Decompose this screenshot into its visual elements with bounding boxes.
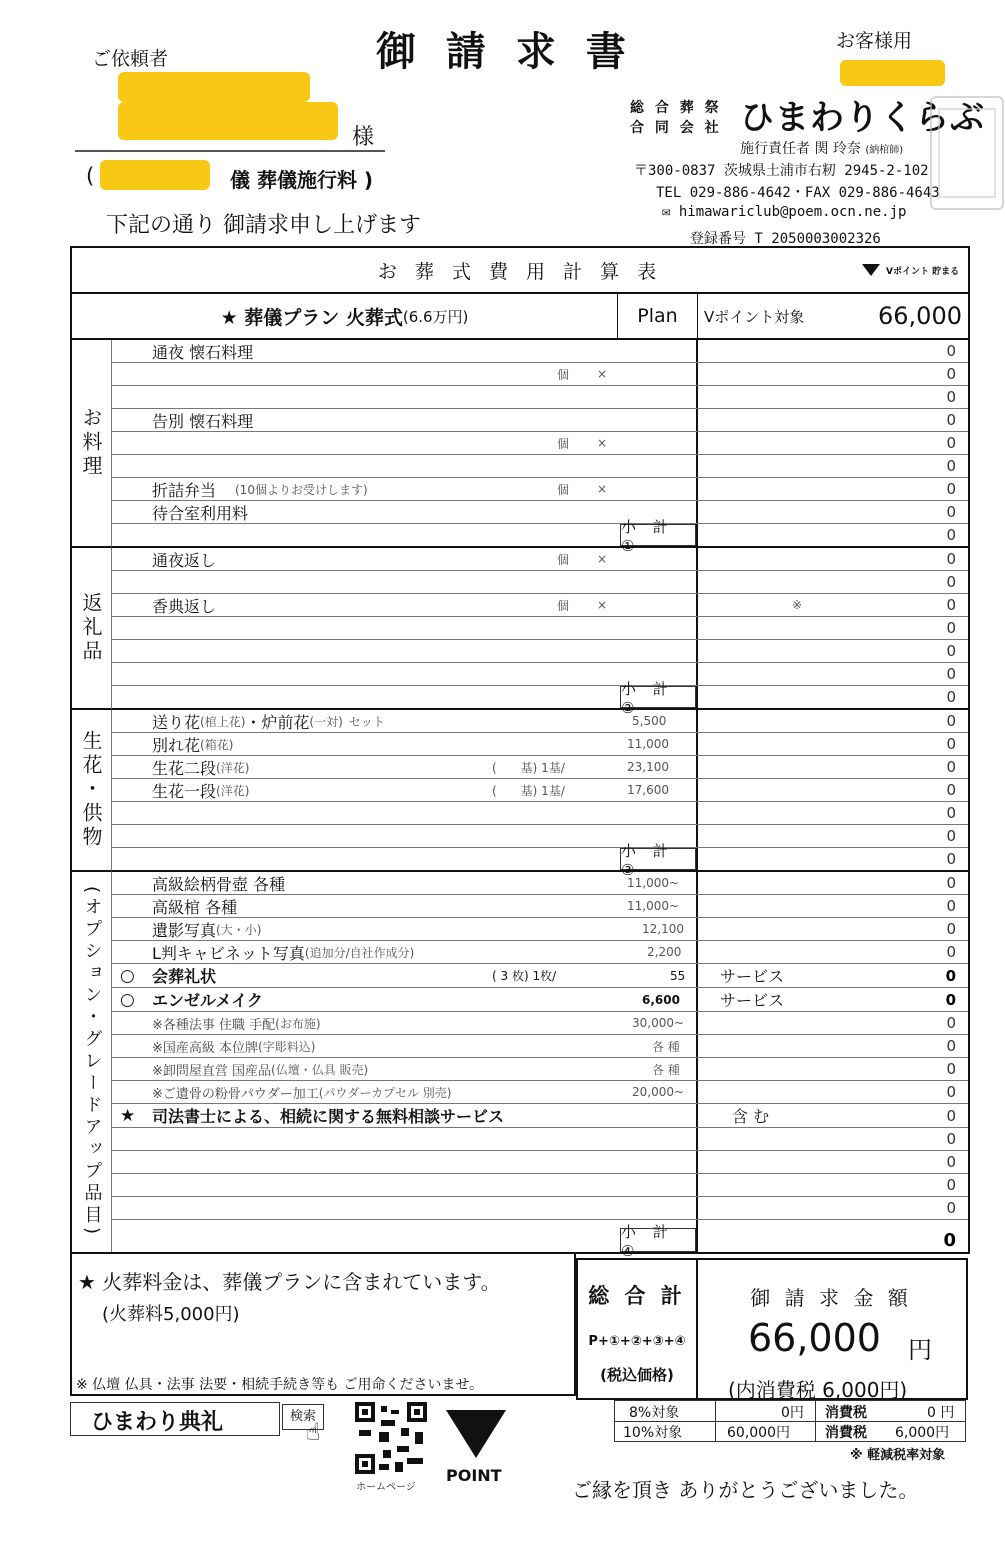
subtotal-row — [112, 517, 968, 555]
point-logo-text: POINT — [446, 1466, 502, 1485]
unit-label: 個 — [557, 482, 570, 497]
subtotal-3-amount: 0 — [946, 850, 956, 868]
item-label — [152, 756, 249, 778]
item-label: 待合室利用料 — [152, 503, 249, 523]
item-note: (箱花) — [200, 737, 234, 752]
table-row — [112, 340, 968, 363]
item-label: 折詰弁当 — [152, 480, 217, 500]
total-label: 総 合 計 — [588, 1284, 686, 1308]
item-amount: 0 — [946, 411, 956, 429]
item-price: 11,000~ — [627, 899, 680, 913]
item-label — [152, 1058, 368, 1080]
section-flower: 生花・供物 — [72, 710, 112, 872]
item-quantity: ( 3 枚) 1枚/ — [492, 969, 557, 983]
table-row — [112, 779, 968, 802]
item-price: 5,500 — [632, 714, 667, 728]
redacted-name-2 — [118, 102, 338, 140]
table-row — [112, 501, 968, 524]
item-price: 11,000 — [627, 737, 669, 751]
item-amount: 0 — [945, 966, 956, 985]
item-quantity: ( 基) 1基/ — [492, 783, 565, 798]
table-row — [112, 663, 968, 686]
table-title: お 葬 式 費 用 計 算 表 — [377, 260, 663, 283]
times-mark: × — [597, 598, 608, 612]
item-label: 高級棺 各種 — [152, 897, 238, 917]
table-row — [112, 1012, 968, 1035]
table-row — [112, 1104, 968, 1128]
item-label — [152, 710, 385, 732]
item-price: 各 種 — [652, 1062, 680, 1077]
table-row — [112, 386, 968, 409]
item-amount: 0 — [946, 897, 956, 915]
tax-row-10 — [615, 1421, 965, 1441]
responsible-person — [740, 138, 903, 158]
item-amount: 0 — [946, 943, 956, 961]
item-amount: 0 — [946, 781, 956, 799]
table-row — [112, 363, 968, 386]
item-label-main: 送り花 — [152, 712, 201, 732]
cremation-fee-note: (火葬料5,000円) — [102, 1304, 240, 1325]
item-note: (大・小) — [216, 922, 262, 937]
item-label-main: ※各種法事 住職 手配 — [152, 1017, 276, 1033]
table-row — [112, 756, 968, 779]
item-amount: 0 — [946, 1153, 956, 1171]
table-row — [112, 1058, 968, 1081]
item-amount: 0 — [946, 712, 956, 730]
name-underline — [75, 150, 385, 152]
tax-included-label: (税込価格) — [600, 1366, 674, 1384]
item-amount: 0 — [946, 874, 956, 892]
item-amount: 0 — [946, 1014, 956, 1032]
tax-8-value: 0円 — [781, 1405, 804, 1421]
service-label: サービス — [720, 991, 785, 1010]
note-mark: ※ — [792, 598, 803, 612]
table-row — [112, 617, 968, 640]
table-row — [112, 548, 968, 571]
item-price: 2,200 — [647, 945, 682, 959]
item-label-main: 遺影写真 — [152, 920, 217, 940]
service-note: ※ 仏壇 仏具・法事 法要・相続手続き等も ご用命くださいませ。 — [76, 1377, 484, 1393]
item-price: 各 種 — [652, 1039, 680, 1054]
item-price: 17,600 — [627, 783, 669, 797]
item-note: (10個よりお受けします) — [235, 482, 368, 497]
redacted-name — [118, 72, 310, 102]
item-amount: 0 — [946, 596, 956, 614]
table-row — [112, 802, 968, 825]
plan-row — [72, 294, 968, 340]
item-label — [152, 1081, 451, 1103]
plan-label: ★ 葬儀プラン 火葬式 — [220, 306, 403, 329]
item-label-main: 別れ花 — [152, 735, 201, 755]
tax-8-label: 8%対象 — [629, 1405, 680, 1421]
subtotal-4-label: 小 計 ④ — [620, 1228, 696, 1252]
search-query: ひまわり典礼 — [91, 1410, 224, 1435]
circle-mark: ○ — [120, 965, 135, 986]
reduced-tax-note: ※ 軽減税率対象 — [850, 1448, 946, 1463]
subtotal-1-amount: 0 — [946, 526, 956, 544]
star-mark: ★ — [120, 1105, 136, 1126]
intro-text: 下記の通り 御請求申し上げます — [106, 213, 421, 238]
table-row — [112, 895, 968, 918]
service-label: サービス — [720, 967, 785, 986]
tax-8-tax-label: 消費税 — [825, 1405, 867, 1421]
table-row — [112, 1081, 968, 1104]
tax-10-tax-label: 消費税 — [825, 1425, 867, 1441]
section-gift: 返礼品 — [72, 548, 112, 710]
item-amount: 0 — [946, 642, 956, 660]
plan-amount: 66,000 — [878, 302, 962, 330]
item-amount: 0 — [946, 758, 956, 776]
homepage-label: ホームページ — [356, 1482, 416, 1493]
table-row — [112, 1151, 968, 1174]
tax-table — [614, 1400, 966, 1442]
item-amount: 0 — [946, 619, 956, 637]
item-label-main: 生花二段 — [152, 758, 217, 778]
subtotal-3-label: 小 計 ③ — [620, 848, 696, 870]
item-label: 香典返し — [152, 596, 217, 616]
item-amount: 0 — [946, 827, 956, 845]
tax-10-tax-value: 6,000円 — [895, 1425, 950, 1441]
item-price: 6,600 — [642, 992, 680, 1007]
item-label: 通夜返し — [152, 550, 217, 570]
item-note: (洋花) — [216, 783, 250, 798]
table-row — [112, 1197, 968, 1220]
billed-amount-label: 御 請 求 金 額 — [750, 1286, 912, 1310]
company-type-1: 総 合 葬 祭 — [630, 100, 722, 116]
requester-label: ご依頼者 — [92, 48, 169, 70]
subtotal-4-amount: 0 — [943, 1229, 956, 1251]
cremation-note: ★ 火葬料金は、葬儀プランに含まれています。 — [78, 1270, 501, 1294]
plan-sub: (6.6万円) — [402, 307, 469, 326]
unit-label: 個 — [557, 552, 570, 567]
plan-name — [72, 294, 618, 338]
unit-label: 個 — [557, 598, 570, 613]
subtotal-row — [112, 841, 968, 879]
item-label: 高級絵柄骨壺 各種 — [152, 874, 286, 894]
item-amount: 0 — [946, 1106, 956, 1125]
table-row — [112, 988, 968, 1012]
total-label-cell — [578, 1260, 698, 1398]
item-label: 会葬礼状 — [152, 967, 217, 986]
company-name: ひまわりくらぶ — [740, 98, 985, 138]
funeral-fee-label: 儀 葬儀施行料 ) — [230, 168, 374, 192]
table-row — [112, 733, 968, 756]
total-amount: 66,000 — [748, 1316, 881, 1360]
subtotal-1-label: 小 計 ① — [620, 524, 696, 546]
table-title-row — [72, 248, 968, 294]
vpoint-logo-icon — [446, 1410, 506, 1458]
item-note: (一対) — [309, 714, 343, 729]
item-amount: 0 — [946, 1083, 956, 1101]
item-note: (お布施) — [275, 1016, 321, 1031]
redacted-customer — [840, 60, 945, 86]
times-mark: × — [597, 482, 608, 496]
total-formula: P+①+②+③+④ — [588, 1334, 686, 1349]
item-price: 11,000~ — [627, 876, 680, 890]
item-label-main: 生花一段 — [152, 781, 217, 801]
sama-label: 様 — [352, 125, 375, 150]
cursor-hand-icon: ☝ — [306, 1418, 321, 1446]
item-label: 告別 懐石料理 — [152, 411, 254, 431]
times-mark: × — [597, 552, 608, 566]
table-row — [112, 432, 968, 455]
times-mark: × — [597, 367, 608, 381]
company-address: 〒300-0837 茨城県土浦市右籾 2945-2-102 — [634, 163, 929, 179]
item-amount: 0 — [946, 550, 956, 568]
item-label — [152, 779, 249, 801]
item-amount: 0 — [946, 1130, 956, 1148]
open-paren: ( — [86, 164, 95, 188]
circle-mark: ○ — [120, 989, 135, 1010]
item-amount: 0 — [946, 1199, 956, 1217]
qr-code-icon[interactable] — [355, 1402, 427, 1474]
vpoint-badge — [862, 248, 962, 292]
item-amount: 0 — [946, 503, 956, 521]
yen-label: 円 — [908, 1336, 932, 1364]
section-option: (オプション・グレードアップ品目) — [72, 872, 112, 1252]
included-label: 含 む — [732, 1107, 770, 1126]
item-label-main: ※ご遺骨の粉骨パウダー加工 — [152, 1086, 319, 1102]
item-price: 12,100 — [642, 922, 684, 936]
notes-box — [70, 1254, 576, 1396]
item-label-main: ※卸問屋直営 国産品 — [152, 1063, 272, 1079]
responsible-name: 施行責任者 関 玲奈 — [740, 141, 861, 157]
item-amount: 0 — [945, 990, 956, 1009]
item-amount: 0 — [946, 365, 956, 383]
vpoint-icon — [862, 264, 880, 276]
company-phone: TEL 029-886-4642・FAX 029-886-4643 — [656, 185, 940, 201]
item-note: (追加分/自社作成分) — [304, 945, 415, 960]
item-label — [152, 1012, 321, 1034]
vpoint-badge-text: Vポイント 貯まる — [886, 266, 960, 277]
item-amount: 0 — [946, 342, 956, 360]
item-amount: 0 — [946, 804, 956, 822]
search-button[interactable]: 検索 — [282, 1404, 324, 1430]
responsible-note: (納棺師) — [865, 145, 904, 156]
tax-row-8 — [615, 1401, 965, 1422]
item-amount: 0 — [946, 1060, 956, 1078]
section-food: お料理 — [72, 340, 112, 548]
customer-copy-label: お客様用 — [836, 30, 913, 52]
item-note: セット — [348, 714, 385, 729]
funeral-cost-table — [70, 246, 970, 1260]
table-row — [112, 918, 968, 941]
company-email: ✉ himawariclub@poem.ocn.ne.jp — [662, 204, 907, 220]
item-amount: 0 — [946, 434, 956, 452]
item-label: エンゼルメイク — [152, 991, 263, 1010]
search-box[interactable] — [70, 1402, 280, 1436]
item-amount: 0 — [946, 480, 956, 498]
company-seal — [930, 96, 1004, 210]
item-amount: 0 — [946, 735, 956, 753]
item-amount: 0 — [946, 1037, 956, 1055]
table-row — [112, 478, 968, 501]
subtotal-row — [112, 679, 968, 717]
redacted-deceased — [100, 160, 210, 190]
item-amount: 0 — [946, 1176, 956, 1194]
item-note: (字彫料込) — [258, 1039, 316, 1054]
item-label — [152, 733, 233, 755]
table-row — [112, 941, 968, 964]
item-amount: 0 — [946, 665, 956, 683]
registration-number: 登録番号 T 2050003002326 — [690, 231, 881, 247]
table-row — [112, 409, 968, 432]
item-amount: 0 — [946, 920, 956, 938]
item-amount: 0 — [946, 457, 956, 475]
item-amount: 0 — [946, 388, 956, 406]
item-label-main: L判キャビネット写真 — [152, 943, 305, 963]
item-amount: 0 — [946, 573, 956, 591]
item-note: (棺上花) — [200, 714, 246, 729]
table-row — [112, 872, 968, 895]
plan-col-label: Plan — [618, 294, 698, 338]
table-row — [112, 1174, 968, 1197]
item-price: 20,000~ — [632, 1085, 685, 1099]
subtotal-2-label: 小 計 ② — [620, 686, 696, 708]
unit-label: 個 — [557, 367, 570, 382]
item-label — [152, 941, 414, 963]
table-row — [112, 825, 968, 848]
item-price: 55 — [670, 968, 686, 983]
unit-label: 個 — [557, 436, 570, 451]
item-label: 司法書士による、相続に関する無料相談サービス — [152, 1107, 505, 1126]
item-price: 23,100 — [627, 760, 669, 774]
table-row — [112, 571, 968, 594]
item-label-sub: ・炉前花 — [245, 712, 310, 732]
table-row — [112, 710, 968, 733]
item-label: 通夜 懐石料理 — [152, 342, 254, 362]
table-row — [112, 1128, 968, 1151]
total-box — [576, 1258, 968, 1400]
table-row — [112, 1035, 968, 1058]
document-title: 御 請 求 書 — [376, 28, 634, 75]
vpoint-target: Vポイント対象 — [704, 307, 805, 326]
table-row — [112, 640, 968, 663]
item-note: (パウダーカプセル 別売) — [318, 1085, 452, 1100]
table-row — [112, 594, 968, 617]
tax-8-tax-value: 0 円 — [927, 1405, 955, 1421]
item-label — [152, 1035, 315, 1057]
subtotal-row — [112, 1220, 968, 1260]
table-row — [112, 964, 968, 988]
item-label — [152, 918, 261, 940]
times-mark: × — [597, 436, 608, 450]
tax-10-value: 60,000円 — [727, 1425, 790, 1441]
company-type-2: 合 同 会 社 — [630, 120, 722, 136]
table-row — [112, 455, 968, 478]
item-quantity: ( 基) 1基/ — [492, 760, 565, 775]
item-price: 30,000~ — [632, 1016, 685, 1030]
thanks-message: ご縁を頂き ありがとうございました。 — [572, 1478, 919, 1502]
item-label-main: ※国産高級 本位牌 — [152, 1040, 259, 1056]
subtotal-2-amount: 0 — [946, 688, 956, 706]
item-note: (仏壇・仏具 販売) — [271, 1062, 369, 1077]
item-note: (洋花) — [216, 760, 250, 775]
inner-tax: (内消費税 6,000円) — [728, 1378, 908, 1402]
tax-10-label: 10%対象 — [623, 1425, 683, 1441]
